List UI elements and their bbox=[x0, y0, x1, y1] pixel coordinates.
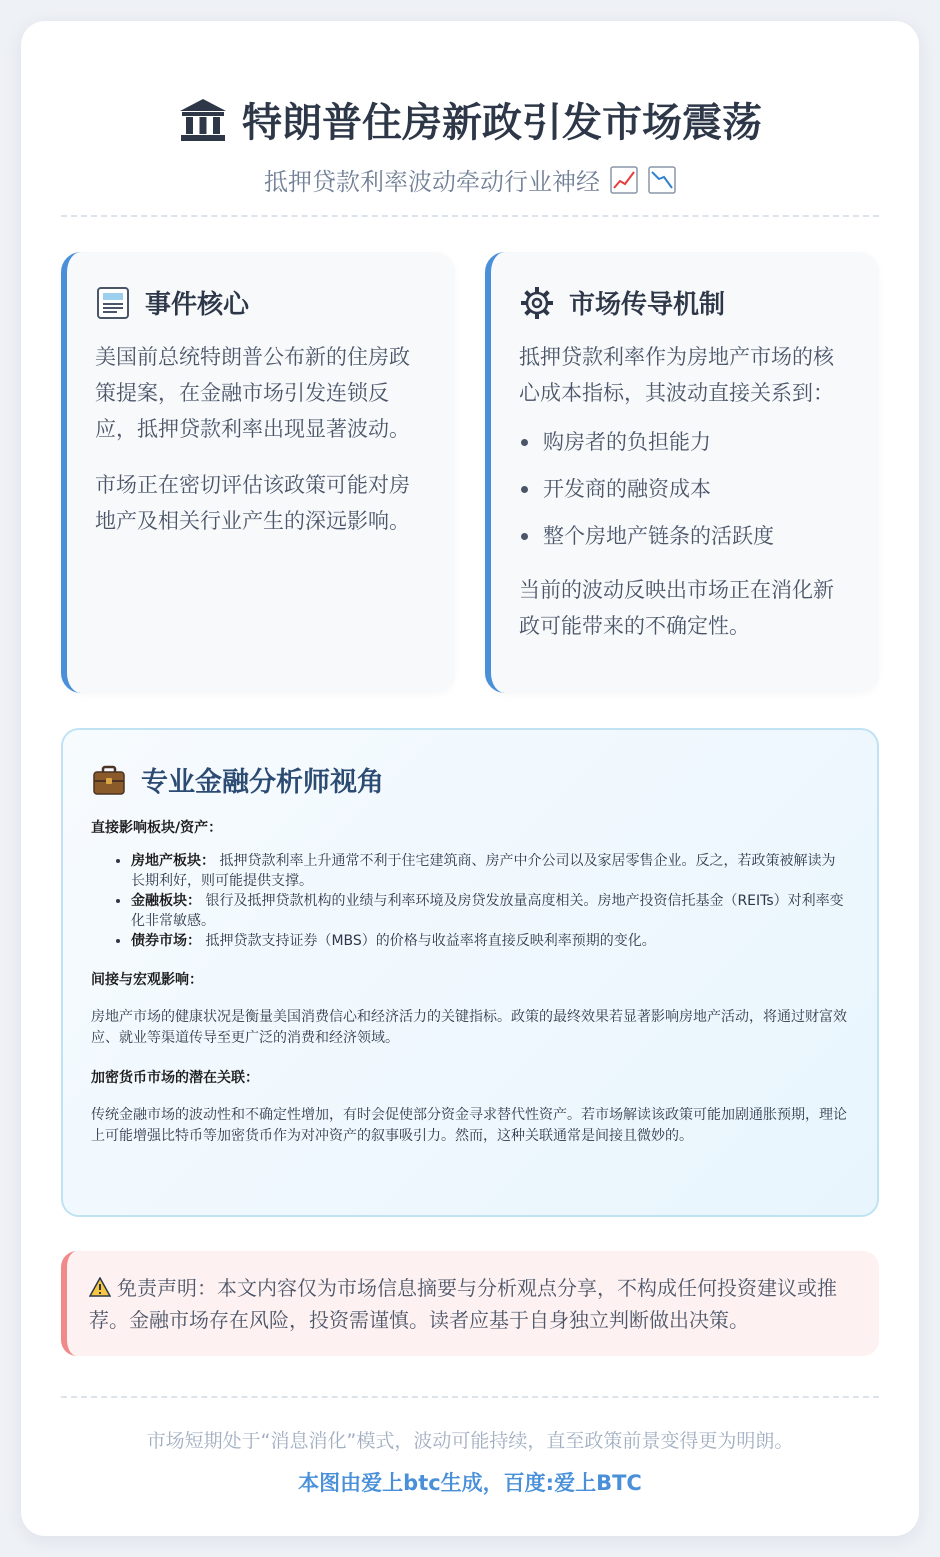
item-text: 银行及抵押贷款机构的业绩与利率环境及房贷发放量高度相关。房地产投资信托基金（REITs）对利率变化非常敏感。 bbox=[131, 893, 844, 929]
analyst-heading bbox=[91, 760, 849, 799]
item-label: 债券市场： bbox=[131, 933, 201, 949]
mechanism-heading bbox=[519, 284, 851, 321]
divider-bottom bbox=[61, 1396, 879, 1398]
heading-text: 专业金融分析师视角 bbox=[141, 767, 384, 798]
list-item: 整个房地产链条的活跃度 bbox=[519, 513, 851, 560]
credit-text: 本图由爱上btc生成，百度:爱上BTC bbox=[298, 1471, 642, 1495]
chart-down-icon bbox=[648, 166, 676, 194]
bank-icon bbox=[178, 97, 228, 143]
subtitle bbox=[264, 162, 676, 197]
mechanism-list bbox=[519, 419, 851, 560]
disclaimer-box bbox=[61, 1251, 879, 1356]
header bbox=[21, 91, 919, 197]
disclaimer-text: 免责声明：本文内容仅为市场信息摘要与分析观点分享，不构成任何投资建议或推荐。金融市场存在风险，投资需谨慎。读者应基于自身独立判断做出决策。 bbox=[89, 1276, 837, 1332]
page-title bbox=[178, 91, 762, 148]
list-item bbox=[131, 851, 849, 891]
event-core-heading bbox=[95, 284, 427, 321]
list-item bbox=[131, 931, 849, 951]
newspaper-icon bbox=[95, 285, 131, 321]
chart-up-icon bbox=[610, 166, 638, 194]
mechanism-outro: 当前的波动反映出市场正在消化新政可能带来的不确定性。 bbox=[519, 578, 834, 638]
footer-note: 市场短期处于“消息消化”模式，波动可能持续，直至政策前景变得更为明朗。 bbox=[146, 1430, 794, 1452]
event-core-box bbox=[61, 252, 455, 693]
heading-text: 市场传导机制 bbox=[569, 290, 726, 320]
list-item: 开发商的融资成本 bbox=[519, 466, 851, 513]
direct-list bbox=[91, 851, 849, 951]
briefcase-icon bbox=[91, 762, 127, 798]
event-paragraph: 市场正在密切评估该政策可能对房地产及相关行业产生的深远影响。 bbox=[95, 473, 410, 533]
item-label: 金融板块： bbox=[131, 893, 201, 909]
heading-text: 事件核心 bbox=[145, 290, 250, 320]
divider-top bbox=[61, 215, 879, 217]
crypto-text: 传统金融市场的波动性和不确定性增加，有时会促使部分资金寻求替代性资产。若市场解读该政策可能加剧通胀预期，理论上可能增强比特币等加密货币作为对冲资产的叙事吸引力。然而，这种关联通常是间接且微妙的。 bbox=[91, 1107, 847, 1144]
mechanism-box bbox=[485, 252, 879, 693]
analyst-box bbox=[61, 728, 879, 1217]
gear-icon bbox=[519, 285, 555, 321]
event-paragraph: 美国前总统特朗普公布新的住房政策提案，在金融市场引发连锁反应，抵押贷款利率出现显著波动。 bbox=[95, 345, 410, 441]
title-text: 特朗普住房新政引发市场震荡 bbox=[242, 100, 762, 146]
subtitle-text: 抵押贷款利率波动牵动行业神经 bbox=[264, 168, 600, 196]
crypto-title: 加密货币市场的潜在关联： bbox=[91, 1070, 259, 1086]
list-item: 购房者的负担能力 bbox=[519, 419, 851, 466]
direct-title: 直接影响板块/资产： bbox=[91, 820, 223, 836]
poster-card bbox=[21, 21, 919, 1536]
item-text: 抵押贷款利率上升通常不利于住宅建筑商、房产中介公司以及家居零售企业。反之，若政策被解读为长期利好，则可能提供支撑。 bbox=[131, 853, 836, 889]
macro-title: 间接与宏观影响： bbox=[91, 972, 203, 988]
item-text: 抵押贷款支持证券（MBS）的价格与收益率将直接反映利率预期的变化。 bbox=[205, 933, 656, 949]
list-item bbox=[131, 891, 849, 931]
mechanism-intro: 抵押贷款利率作为房地产市场的核心成本指标，其波动直接关系到： bbox=[519, 345, 834, 405]
warning-icon bbox=[89, 1277, 111, 1297]
macro-text: 房地产市场的健康状况是衡量美国消费信心和经济活力的关键指标。政策的最终效果若显著影响房地产活动，将通过财富效应、就业等渠道传导至更广泛的消费和经济领域。 bbox=[91, 1009, 847, 1046]
item-label: 房地产板块： bbox=[131, 853, 215, 869]
